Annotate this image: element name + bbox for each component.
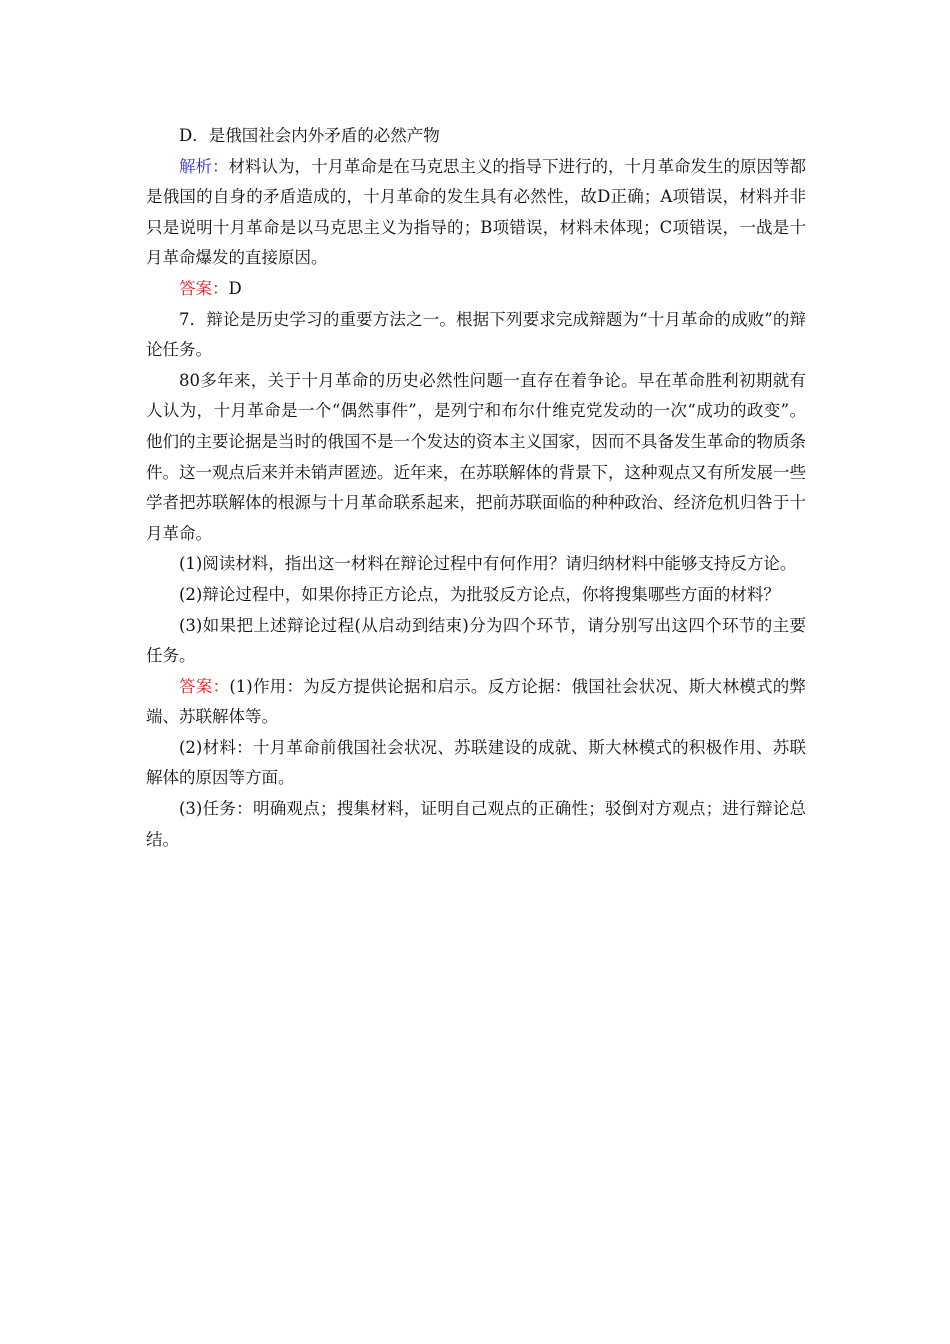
question-7-sub-3-text: (3)如果把上述辩论过程(从启动到结束)分为四个环节，请分别写出这四个环节的主要任务。 — [146, 615, 806, 666]
document-page — [146, 121, 806, 855]
question-7-sub-1-text: (1)阅读材料，指出这一材料在辩论过程中有何作用？请归纳材料中能够支持反方论。 — [179, 554, 797, 574]
answer-7-part-3 — [146, 794, 806, 855]
question-7-stem-text: 7．辩论是历史学习的重要方法之一。根据下列要求完成辩题为“十月革命的成败”的辩论任务。 — [146, 309, 806, 360]
answer-7-part-2-text: (2)材料：十月革命前俄国社会状况、苏联建设的成就、斯大林模式的积极作用、苏联解体的原因等方面。 — [146, 737, 806, 788]
analysis-paragraph — [146, 152, 806, 274]
option-d — [146, 121, 806, 152]
option-d-text: D．是俄国社会内外矛盾的必然产物 — [179, 126, 440, 145]
answer-7-part-1-text: (1)作用：为反方提供论据和启示。反方论据：俄国社会状况、斯大林模式的弊端、苏联解体等。 — [146, 676, 807, 727]
answer-7-label: 答案： — [179, 676, 230, 696]
analysis-label: 解析： — [179, 156, 229, 176]
question-7-sub-2 — [146, 580, 806, 611]
answer-6-label: 答案： — [179, 278, 229, 298]
answer-7-part-3-text: (3)任务：明确观点；搜集材料，证明自己观点的正确性；驳倒对方观点；进行辩论总结。 — [146, 799, 806, 849]
question-7-material-text: 80多年来，关于十月革命的历史必然性问题一直存在着争论。早在革命胜利初期就有人认为，十月革命是一个“偶然事件”，是列宁和布尔什维克党发动的一次“成功的政变”。他们的主要论据是当时的俄国不是一个发达的资本主义国家，因而不具备发生革命的物质条件。这一观点后来并未销声匿迹。近年来，在苏联解体的背景下，这种观点又有所发展一些学者把苏联解体的根源与十月革命联系起来，把前苏联面临的种种政治、经济危机归咎于十月革命。 — [146, 370, 806, 543]
answer-6-text: D — [228, 278, 242, 298]
answer-7-part-2 — [146, 733, 806, 794]
question-7-sub-1 — [146, 549, 806, 580]
question-7-stem — [146, 305, 806, 366]
analysis-text: 材料认为，十月革命是在马克思主义的指导下进行的，十月革命发生的原因等都是俄国的自身的矛盾造成的，十月革命的发生具有必然性，故D正确；A项错误，材料并非只是说明十月革命是以马克思主义为指导的；B项错误，材料未体现；C项错误，一战是十月革命爆发的直接原因。 — [146, 156, 806, 268]
answer-6 — [146, 274, 806, 305]
question-7-sub-3 — [146, 611, 806, 672]
answer-7-part-1 — [146, 672, 806, 733]
question-7-material — [146, 366, 806, 550]
question-7-sub-2-text: (2)辩论过程中，如果你持正方论点，为批驳反方论点，你将搜集哪些方面的材料？ — [179, 584, 780, 604]
